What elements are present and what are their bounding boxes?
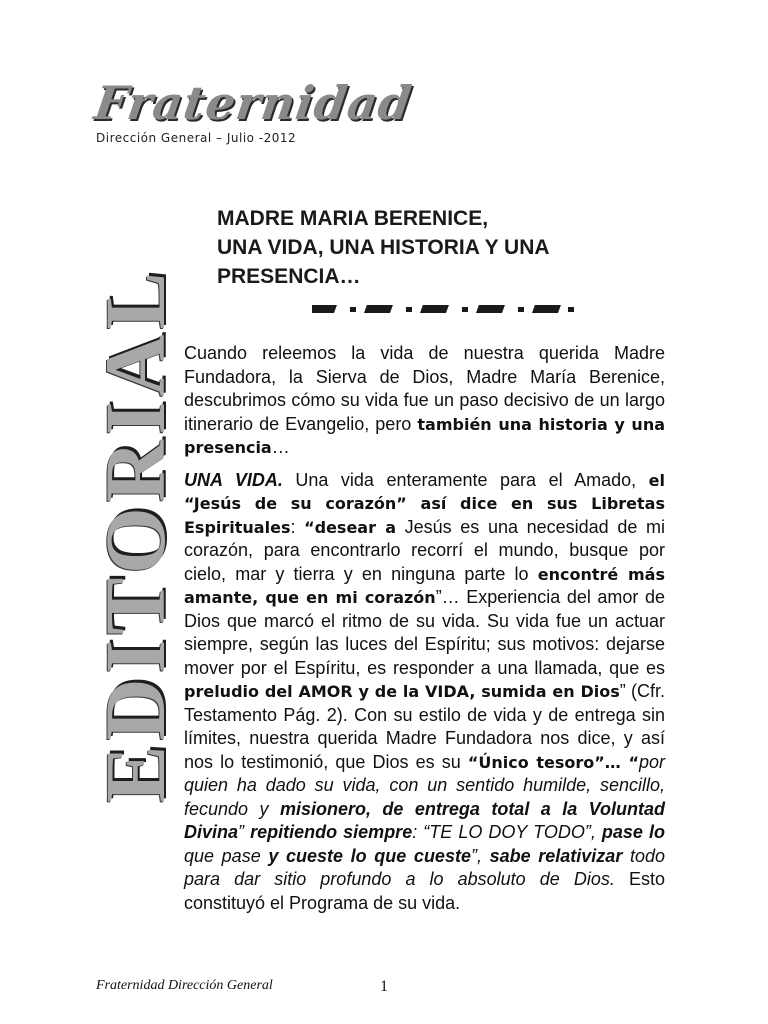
text-run-bold-italic: pase lo	[601, 822, 665, 842]
brand-subtitle: Dirección General – Julio -2012	[96, 131, 297, 145]
text-run: Una vida enteramente para el Amado,	[282, 469, 649, 490]
section-label: EDITORIAL	[87, 267, 183, 803]
text-run: …	[271, 437, 290, 457]
text-run-italic: ”,	[470, 845, 490, 866]
title-line-2: UNA VIDA, UNA HISTORIA Y UNA	[217, 236, 550, 259]
paragraph-intro	[184, 342, 665, 460]
text-run-italic: todo para dar sitio profundo a lo absoluto de Dios.	[184, 845, 665, 889]
article-title	[217, 204, 672, 291]
paragraph-una-vida	[184, 469, 665, 916]
brand-title: Fraternidad	[91, 76, 416, 130]
text-run-bold: “Único tesoro”… “	[467, 752, 639, 772]
text-run: :	[290, 516, 305, 537]
text-run-bold-italic: y cueste lo que cueste	[268, 845, 471, 866]
text-run-bold: también una historia y una presencia	[184, 414, 666, 457]
text-run-bold: preludio del AMOR y de la VIDA, sumida en Dios	[184, 682, 620, 701]
text-run-bold-italic: sabe relativizar	[489, 845, 623, 866]
text-run-italic: por quien ha dado su vida, con un sentido humilde, sencillo, fecundo y	[184, 751, 665, 819]
text-run-bold-italic: repitiendo siempre	[250, 822, 413, 842]
paragraph-heading: UNA VIDA.	[184, 469, 283, 490]
text-run-italic: ”	[238, 822, 251, 842]
footer-label: Fraternidad Dirección General	[96, 978, 273, 993]
page-number: 1	[380, 978, 388, 995]
ornament-divider	[312, 302, 574, 316]
text-run: Jesús es una necesidad de mi corazón, para encontrarlo recorrí el mundo, busque por cielo, mar y tierra y en ninguna parte lo	[184, 516, 665, 584]
text-run: Cuando releemos la vida de nuestra querida Madre Fundadora, la Sierva de Dios, Madre María Berenice, descubrimos cómo su vida fue un paso decisivo de un largo itinerario de Evangelio, pero	[184, 343, 665, 434]
text-run: ”… Experiencia del amor de Dios que marcó el ritmo de su vida. Su vida fue un actuar siempre, según las luces del Espíritu; sus motivos: dejarse mover por el Espíritu, es responder a una llamada, que es	[184, 587, 665, 678]
text-run: ” (Cfr. Testamento Pág. 2). Con su estilo de vida y de entrega sin límites, nuestra querida Madre Fundadora nos dice, y así nos lo testimonió, que Dios es su	[184, 681, 665, 772]
text-run-bold: “desear a	[304, 517, 396, 537]
text-run-italic: : “TE LO DOY TODO”,	[412, 822, 602, 842]
text-run-bold: el “Jesús de su corazón” así dice en sus Libretas Espirituales	[184, 470, 665, 537]
article-body	[184, 342, 665, 924]
text-run-italic: que pase	[184, 845, 269, 866]
title-line-1: MADRE MARIA BERENICE,	[217, 207, 489, 230]
text-run-bold-italic: misionero, de entrega total a la Voluntad Divina	[184, 798, 665, 842]
text-run: Esto constituyó el Programa de su vida.	[184, 869, 665, 913]
text-run-bold: encontré más amante, que en mi corazón	[184, 564, 665, 607]
title-line-3: PRESENCIA…	[217, 265, 361, 288]
section-label-container	[87, 190, 183, 880]
